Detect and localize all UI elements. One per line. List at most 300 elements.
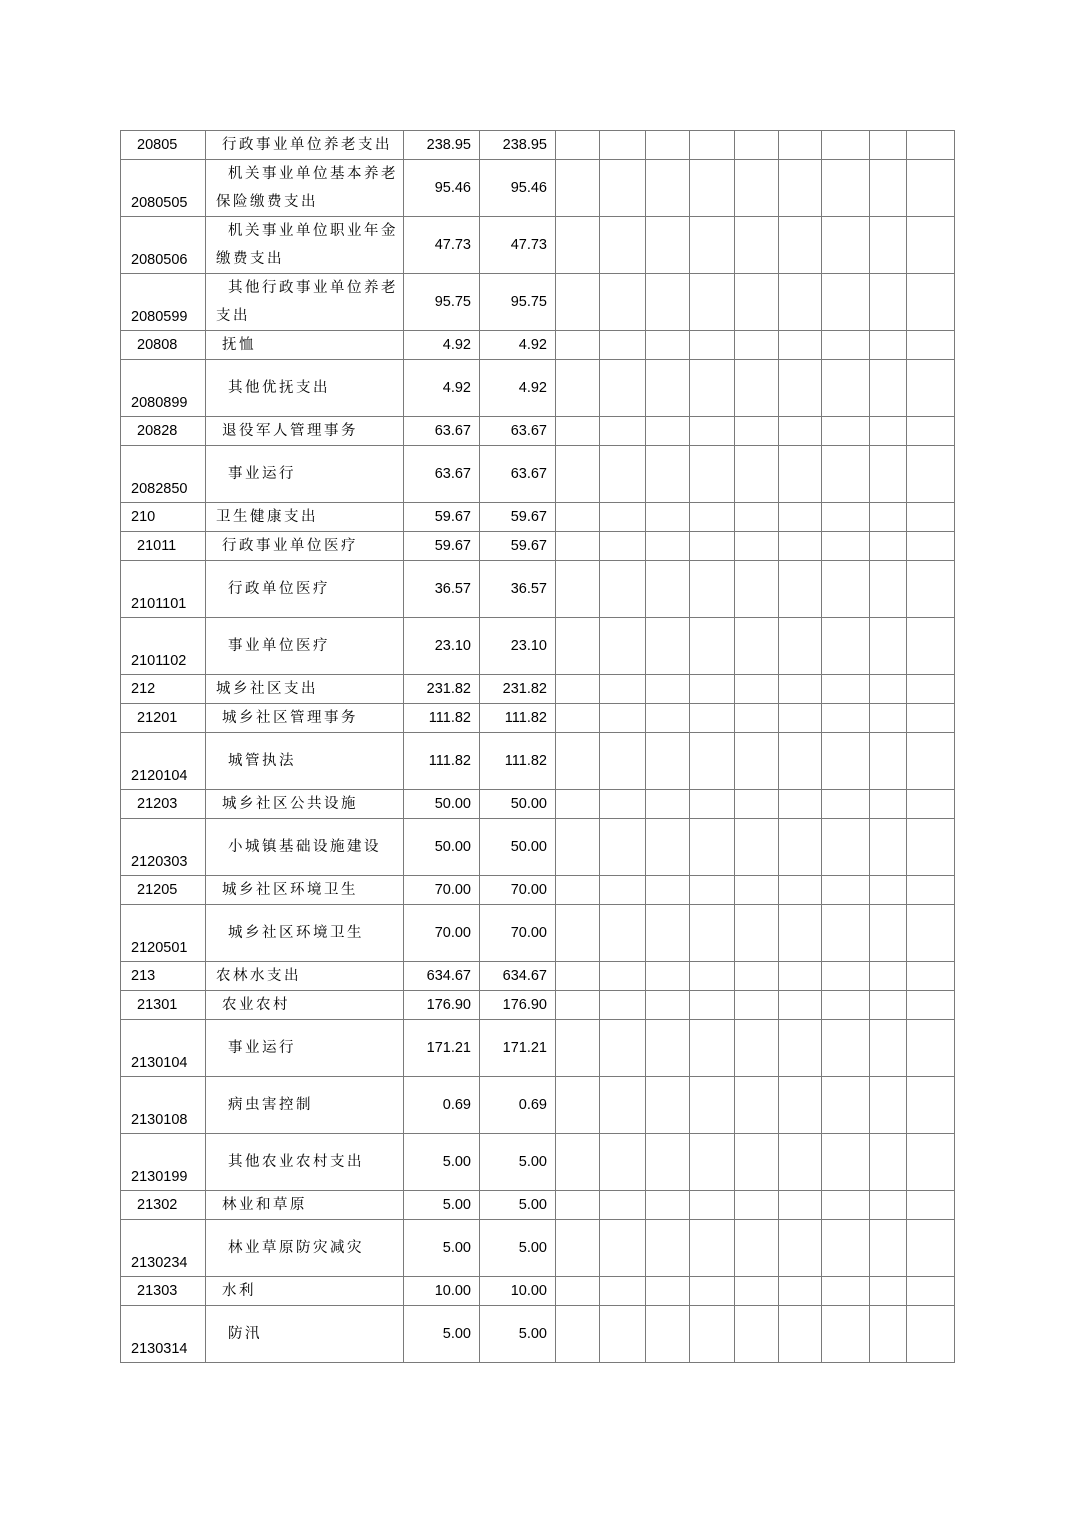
total-amount-cell: 50.00: [404, 790, 480, 819]
empty-cell: [822, 1191, 870, 1220]
empty-cell: [646, 1306, 690, 1363]
empty-cell: [646, 532, 690, 561]
code-cell: [121, 360, 206, 417]
empty-cell: [600, 618, 646, 675]
empty-cell: [600, 1134, 646, 1191]
empty-cell: [735, 532, 779, 561]
total-amount-cell: 63.67: [404, 417, 480, 446]
code-cell: [121, 1134, 206, 1191]
empty-cell: [646, 1220, 690, 1277]
empty-cell: [779, 1077, 822, 1134]
code-cell: [121, 1220, 206, 1277]
name-cell: [206, 819, 404, 876]
name-cell: [206, 417, 404, 446]
empty-cell: [907, 1020, 955, 1077]
basic-amount-cell: 5.00: [480, 1220, 556, 1277]
subject-name: 退役军人管理事务: [222, 423, 358, 439]
empty-cell: [779, 503, 822, 532]
table-row: [121, 1277, 955, 1306]
table-row: [121, 905, 955, 962]
empty-cell: [735, 1020, 779, 1077]
empty-cell: [690, 532, 735, 561]
empty-cell: [646, 733, 690, 790]
subject-code: 21303: [137, 1283, 178, 1299]
empty-cell: [907, 675, 955, 704]
empty-cell: [779, 331, 822, 360]
empty-cell: [735, 704, 779, 733]
name-cell: [206, 675, 404, 704]
subject-code: 21203: [137, 796, 178, 812]
name-cell: [206, 360, 404, 417]
empty-cell: [646, 503, 690, 532]
total-amount-cell: 47.73: [404, 217, 480, 274]
table-row: [121, 1220, 955, 1277]
empty-cell: [870, 274, 907, 331]
table-row: [121, 991, 955, 1020]
empty-cell: [870, 561, 907, 618]
empty-cell: [646, 561, 690, 618]
basic-amount-cell: 63.67: [480, 446, 556, 503]
empty-cell: [690, 733, 735, 790]
name-cell: [206, 503, 404, 532]
empty-cell: [600, 704, 646, 733]
empty-cell: [646, 1134, 690, 1191]
subject-code: 2130104: [131, 1055, 188, 1071]
empty-cell: [779, 360, 822, 417]
empty-cell: [690, 561, 735, 618]
subject-name: 病虫害控制: [228, 1097, 313, 1113]
empty-cell: [690, 503, 735, 532]
empty-cell: [690, 1077, 735, 1134]
empty-cell: [735, 417, 779, 446]
empty-cell: [870, 675, 907, 704]
empty-cell: [870, 1134, 907, 1191]
empty-cell: [556, 217, 600, 274]
empty-cell: [907, 503, 955, 532]
code-cell: [121, 962, 206, 991]
total-amount-cell: 95.75: [404, 274, 480, 331]
subject-code: 210: [131, 509, 156, 525]
empty-cell: [735, 1191, 779, 1220]
empty-cell: [646, 131, 690, 160]
basic-amount-cell: 59.67: [480, 503, 556, 532]
empty-cell: [556, 1277, 600, 1306]
empty-cell: [735, 331, 779, 360]
name-cell: [206, 1134, 404, 1191]
empty-cell: [600, 819, 646, 876]
empty-cell: [690, 819, 735, 876]
empty-cell: [822, 618, 870, 675]
subject-code: 2080899: [131, 395, 188, 411]
empty-cell: [556, 274, 600, 331]
empty-cell: [870, 360, 907, 417]
empty-cell: [556, 1191, 600, 1220]
empty-cell: [907, 876, 955, 905]
empty-cell: [779, 991, 822, 1020]
empty-cell: [779, 446, 822, 503]
basic-amount-cell: 238.95: [480, 131, 556, 160]
empty-cell: [690, 217, 735, 274]
table-row: [121, 675, 955, 704]
empty-cell: [870, 704, 907, 733]
subject-code: 2130314: [131, 1341, 188, 1357]
empty-cell: [779, 1020, 822, 1077]
basic-amount-cell: 23.10: [480, 618, 556, 675]
basic-amount-cell: 111.82: [480, 704, 556, 733]
code-cell: [121, 905, 206, 962]
empty-cell: [690, 704, 735, 733]
code-cell: [121, 561, 206, 618]
empty-cell: [690, 790, 735, 819]
empty-cell: [600, 274, 646, 331]
total-amount-cell: 5.00: [404, 1134, 480, 1191]
empty-cell: [690, 1134, 735, 1191]
subject-code: 20808: [137, 337, 178, 353]
subject-name: 抚恤: [222, 337, 256, 353]
subject-name: 行政事业单位医疗: [222, 538, 358, 554]
empty-cell: [600, 417, 646, 446]
empty-cell: [779, 905, 822, 962]
empty-cell: [735, 819, 779, 876]
empty-cell: [735, 1134, 779, 1191]
code-cell: [121, 876, 206, 905]
empty-cell: [907, 1277, 955, 1306]
empty-cell: [600, 790, 646, 819]
code-cell: [121, 160, 206, 217]
empty-cell: [556, 1306, 600, 1363]
empty-cell: [600, 876, 646, 905]
empty-cell: [556, 131, 600, 160]
empty-cell: [735, 675, 779, 704]
empty-cell: [907, 532, 955, 561]
empty-cell: [870, 160, 907, 217]
subject-name: 其他农业农村支出: [228, 1154, 364, 1170]
total-amount-cell: 111.82: [404, 733, 480, 790]
empty-cell: [822, 217, 870, 274]
code-cell: [121, 503, 206, 532]
empty-cell: [690, 360, 735, 417]
empty-cell: [735, 360, 779, 417]
empty-cell: [556, 532, 600, 561]
empty-cell: [556, 704, 600, 733]
name-cell: [206, 1220, 404, 1277]
empty-cell: [870, 991, 907, 1020]
empty-cell: [822, 1306, 870, 1363]
name-cell: [206, 532, 404, 561]
empty-cell: [690, 1020, 735, 1077]
basic-amount-cell: 47.73: [480, 217, 556, 274]
empty-cell: [556, 733, 600, 790]
empty-cell: [735, 274, 779, 331]
table-row: [121, 962, 955, 991]
empty-cell: [690, 160, 735, 217]
empty-cell: [907, 905, 955, 962]
basic-amount-cell: 95.75: [480, 274, 556, 331]
basic-amount-cell: 59.67: [480, 532, 556, 561]
empty-cell: [600, 561, 646, 618]
empty-cell: [646, 675, 690, 704]
empty-cell: [646, 819, 690, 876]
empty-cell: [822, 532, 870, 561]
empty-cell: [735, 131, 779, 160]
empty-cell: [779, 217, 822, 274]
empty-cell: [646, 1277, 690, 1306]
empty-cell: [870, 446, 907, 503]
total-amount-cell: 171.21: [404, 1020, 480, 1077]
table-row: [121, 1077, 955, 1134]
empty-cell: [735, 733, 779, 790]
total-amount-cell: 111.82: [404, 704, 480, 733]
subject-name: 行政单位医疗: [228, 581, 330, 597]
empty-cell: [735, 503, 779, 532]
code-cell: [121, 274, 206, 331]
code-cell: [121, 1306, 206, 1363]
empty-cell: [600, 1306, 646, 1363]
name-cell: [206, 217, 404, 274]
total-amount-cell: 5.00: [404, 1191, 480, 1220]
empty-cell: [600, 360, 646, 417]
total-amount-cell: 10.00: [404, 1277, 480, 1306]
empty-cell: [907, 360, 955, 417]
empty-cell: [779, 1277, 822, 1306]
total-amount-cell: 4.92: [404, 331, 480, 360]
code-cell: [121, 417, 206, 446]
table-row: [121, 1306, 955, 1363]
empty-cell: [822, 1134, 870, 1191]
empty-cell: [822, 819, 870, 876]
empty-cell: [735, 962, 779, 991]
code-cell: [121, 675, 206, 704]
empty-cell: [907, 1077, 955, 1134]
subject-name: 防汛: [228, 1326, 262, 1342]
empty-cell: [907, 417, 955, 446]
empty-cell: [690, 131, 735, 160]
empty-cell: [556, 876, 600, 905]
empty-cell: [735, 561, 779, 618]
subject-name: 事业单位医疗: [228, 638, 330, 654]
table-row: [121, 446, 955, 503]
empty-cell: [822, 1277, 870, 1306]
empty-cell: [870, 962, 907, 991]
empty-cell: [600, 1191, 646, 1220]
subject-code: 21302: [137, 1197, 178, 1213]
empty-cell: [646, 331, 690, 360]
empty-cell: [870, 217, 907, 274]
total-amount-cell: 231.82: [404, 675, 480, 704]
subject-name: 小城镇基础设施建设: [228, 839, 381, 855]
empty-cell: [646, 962, 690, 991]
empty-cell: [556, 618, 600, 675]
subject-code: 2101102: [131, 653, 187, 669]
empty-cell: [870, 532, 907, 561]
table-row: [121, 503, 955, 532]
total-amount-cell: 176.90: [404, 991, 480, 1020]
table-row: [121, 704, 955, 733]
table-row: [121, 217, 955, 274]
empty-cell: [600, 675, 646, 704]
empty-cell: [735, 217, 779, 274]
empty-cell: [822, 360, 870, 417]
total-amount-cell: 4.92: [404, 360, 480, 417]
subject-code: 2080599: [131, 309, 188, 325]
empty-cell: [907, 217, 955, 274]
empty-cell: [822, 446, 870, 503]
empty-cell: [870, 618, 907, 675]
subject-name: 城管执法: [228, 753, 296, 769]
empty-cell: [907, 819, 955, 876]
subject-code: 21201: [137, 710, 178, 726]
empty-cell: [600, 217, 646, 274]
empty-cell: [822, 131, 870, 160]
empty-cell: [600, 1277, 646, 1306]
subject-code: 212: [131, 681, 156, 697]
empty-cell: [779, 1191, 822, 1220]
empty-cell: [556, 503, 600, 532]
basic-amount-cell: 95.46: [480, 160, 556, 217]
empty-cell: [735, 160, 779, 217]
empty-cell: [907, 274, 955, 331]
empty-cell: [822, 331, 870, 360]
code-cell: [121, 1191, 206, 1220]
empty-cell: [735, 1077, 779, 1134]
subject-code: 2120501: [131, 940, 188, 956]
empty-cell: [646, 417, 690, 446]
subject-code: 20805: [137, 137, 178, 153]
empty-cell: [779, 160, 822, 217]
empty-cell: [907, 1134, 955, 1191]
code-cell: [121, 704, 206, 733]
empty-cell: [735, 446, 779, 503]
empty-cell: [907, 131, 955, 160]
empty-cell: [556, 331, 600, 360]
empty-cell: [870, 1191, 907, 1220]
empty-cell: [870, 905, 907, 962]
empty-cell: [779, 819, 822, 876]
basic-amount-cell: 50.00: [480, 790, 556, 819]
name-cell: [206, 962, 404, 991]
name-cell: [206, 1077, 404, 1134]
empty-cell: [870, 1077, 907, 1134]
empty-cell: [822, 503, 870, 532]
empty-cell: [907, 561, 955, 618]
subject-code: 2120104: [131, 768, 188, 784]
total-amount-cell: 59.67: [404, 532, 480, 561]
name-cell: [206, 331, 404, 360]
subject-name: 城乡社区支出: [216, 681, 318, 697]
empty-cell: [600, 532, 646, 561]
subject-name: 城乡社区管理事务: [222, 710, 358, 726]
empty-cell: [690, 1220, 735, 1277]
total-amount-cell: 50.00: [404, 819, 480, 876]
subject-name: 事业运行: [228, 466, 296, 482]
empty-cell: [556, 790, 600, 819]
code-cell: [121, 131, 206, 160]
subject-name: 其他行政事业单位养老支出: [216, 280, 398, 324]
empty-cell: [646, 1191, 690, 1220]
empty-cell: [556, 962, 600, 991]
empty-cell: [779, 561, 822, 618]
empty-cell: [907, 160, 955, 217]
empty-cell: [556, 1134, 600, 1191]
empty-cell: [556, 819, 600, 876]
table-row: [121, 360, 955, 417]
empty-cell: [690, 417, 735, 446]
total-amount-cell: 95.46: [404, 160, 480, 217]
empty-cell: [646, 704, 690, 733]
empty-cell: [822, 876, 870, 905]
empty-cell: [870, 790, 907, 819]
empty-cell: [870, 876, 907, 905]
total-amount-cell: 5.00: [404, 1220, 480, 1277]
table-row: [121, 790, 955, 819]
empty-cell: [556, 1220, 600, 1277]
subject-name: 机关事业单位职业年金缴费支出: [216, 223, 398, 267]
empty-cell: [600, 331, 646, 360]
name-cell: [206, 1191, 404, 1220]
name-cell: [206, 876, 404, 905]
subject-name: 水利: [222, 1283, 256, 1299]
basic-amount-cell: 4.92: [480, 331, 556, 360]
table-row: [121, 733, 955, 790]
subject-code: 21011: [137, 538, 177, 554]
total-amount-cell: 0.69: [404, 1077, 480, 1134]
empty-cell: [600, 733, 646, 790]
subject-name: 城乡社区环境卫生: [228, 925, 364, 941]
empty-cell: [646, 991, 690, 1020]
empty-cell: [690, 1306, 735, 1363]
empty-cell: [556, 446, 600, 503]
code-cell: [121, 618, 206, 675]
basic-amount-cell: 63.67: [480, 417, 556, 446]
empty-cell: [907, 446, 955, 503]
empty-cell: [870, 1020, 907, 1077]
table-row: [121, 131, 955, 160]
empty-cell: [779, 1134, 822, 1191]
empty-cell: [600, 1020, 646, 1077]
empty-cell: [822, 733, 870, 790]
subject-name: 林业和草原: [222, 1197, 307, 1213]
empty-cell: [600, 131, 646, 160]
basic-amount-cell: 231.82: [480, 675, 556, 704]
empty-cell: [870, 1277, 907, 1306]
code-cell: [121, 532, 206, 561]
empty-cell: [907, 790, 955, 819]
code-cell: [121, 1277, 206, 1306]
empty-cell: [735, 790, 779, 819]
empty-cell: [907, 962, 955, 991]
basic-amount-cell: 5.00: [480, 1134, 556, 1191]
basic-amount-cell: 634.67: [480, 962, 556, 991]
empty-cell: [690, 1277, 735, 1306]
empty-cell: [646, 618, 690, 675]
empty-cell: [690, 446, 735, 503]
empty-cell: [600, 991, 646, 1020]
name-cell: [206, 1020, 404, 1077]
table-row: [121, 1134, 955, 1191]
empty-cell: [870, 131, 907, 160]
subject-name: 其他优抚支出: [228, 380, 330, 396]
table-row: [121, 876, 955, 905]
empty-cell: [600, 962, 646, 991]
empty-cell: [690, 274, 735, 331]
subject-code: 2082850: [131, 481, 188, 497]
name-cell: [206, 905, 404, 962]
empty-cell: [822, 962, 870, 991]
subject-name: 林业草原防灾减灾: [228, 1240, 364, 1256]
table-row: [121, 160, 955, 217]
empty-cell: [779, 1220, 822, 1277]
empty-cell: [690, 618, 735, 675]
